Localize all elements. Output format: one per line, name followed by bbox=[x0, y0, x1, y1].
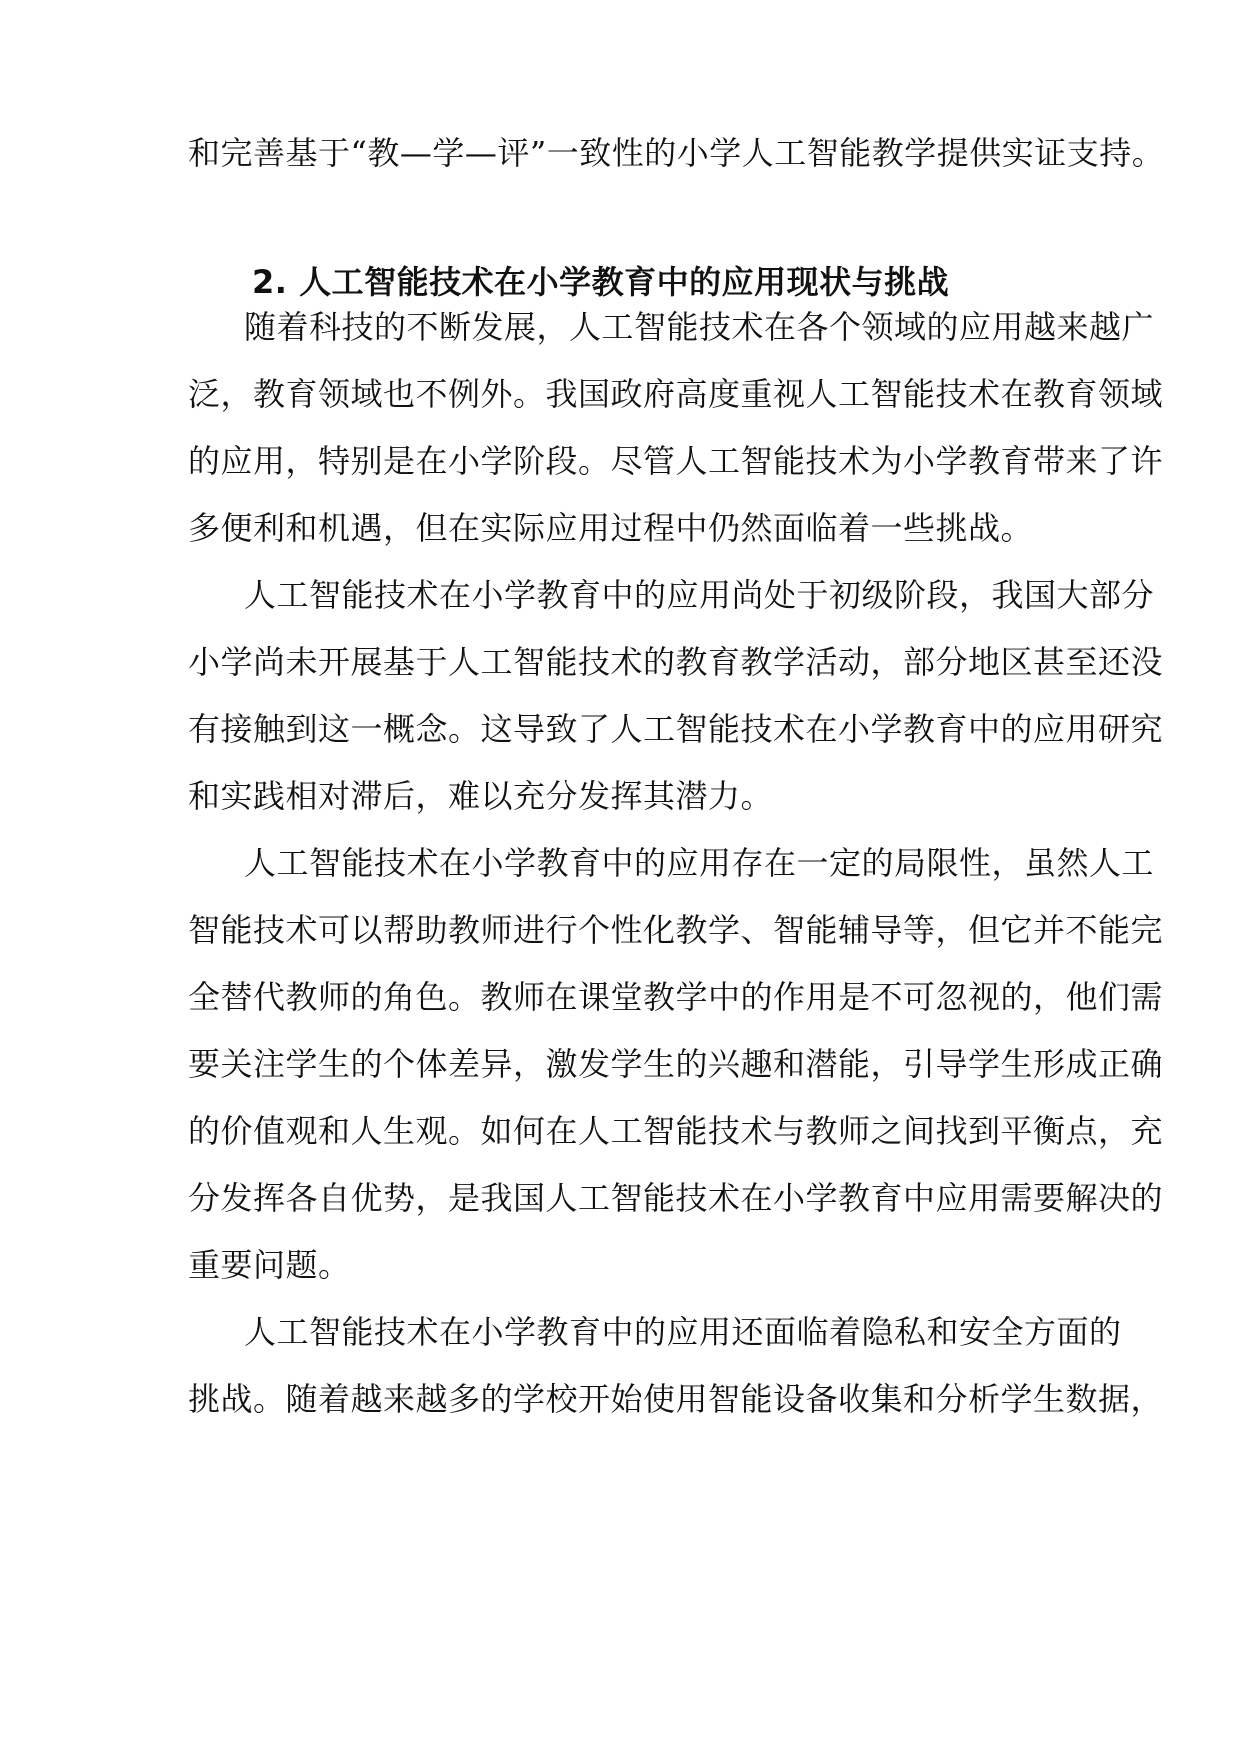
paragraph-line: 的应用，特别是在小学阶段。尽管人工智能技术为小学教育带来了许 bbox=[188, 442, 1164, 480]
paragraph-line: 分发挥各自优势，是我国人工智能技术在小学教育中应用需要解决的 bbox=[188, 1179, 1164, 1217]
paragraph-line: 人工智能技术在小学教育中的应用存在一定的局限性，虽然人工 bbox=[244, 844, 1155, 882]
paragraph-line: 智能技术可以帮助教师进行个性化教学、智能辅导等，但它并不能完 bbox=[188, 911, 1164, 949]
paragraph-line: 泛，教育领域也不例外。我国政府高度重视人工智能技术在教育领域 bbox=[188, 375, 1164, 413]
paragraph-line: 的价值观和人生观。如何在人工智能技术与教师之间找到平衡点，充 bbox=[188, 1112, 1164, 1150]
paragraph-line: 全替代教师的角色。教师在课堂教学中的作用是不可忽视的，他们需 bbox=[188, 978, 1164, 1016]
paragraph-line: 和实践相对滞后，难以充分发挥其潜力。 bbox=[188, 777, 774, 815]
paragraph-line: 小学尚未开展基于人工智能技术的教育教学活动，部分地区甚至还没 bbox=[188, 643, 1164, 681]
paragraph-line: 人工智能技术在小学教育中的应用还面临着隐私和安全方面的 bbox=[244, 1313, 1122, 1351]
section-heading: 2. 人工智能技术在小学教育中的应用现状与挑战 bbox=[252, 263, 950, 301]
paragraph-continuation-line: 和完善基于“教—学—评”一致性的小学人工智能教学提供实证支持。 bbox=[188, 134, 1165, 172]
paragraph-line: 随着科技的不断发展，人工智能技术在各个领域的应用越来越广 bbox=[244, 308, 1155, 346]
paragraph-line: 人工智能技术在小学教育中的应用尚处于初级阶段，我国大部分 bbox=[244, 576, 1155, 614]
paragraph-line: 要关注学生的个体差异，激发学生的兴趣和潜能，引导学生形成正确 bbox=[188, 1045, 1164, 1083]
paragraph-line: 多便利和机遇，但在实际应用过程中仍然面临着一些挑战。 bbox=[188, 509, 1034, 547]
paragraph-line: 有接触到这一概念。这导致了人工智能技术在小学教育中的应用研究 bbox=[188, 710, 1164, 748]
paragraph-line: 重要问题。 bbox=[188, 1246, 351, 1284]
paragraph-line: 挑战。随着越来越多的学校开始使用智能设备收集和分析学生数据， bbox=[188, 1380, 1164, 1418]
